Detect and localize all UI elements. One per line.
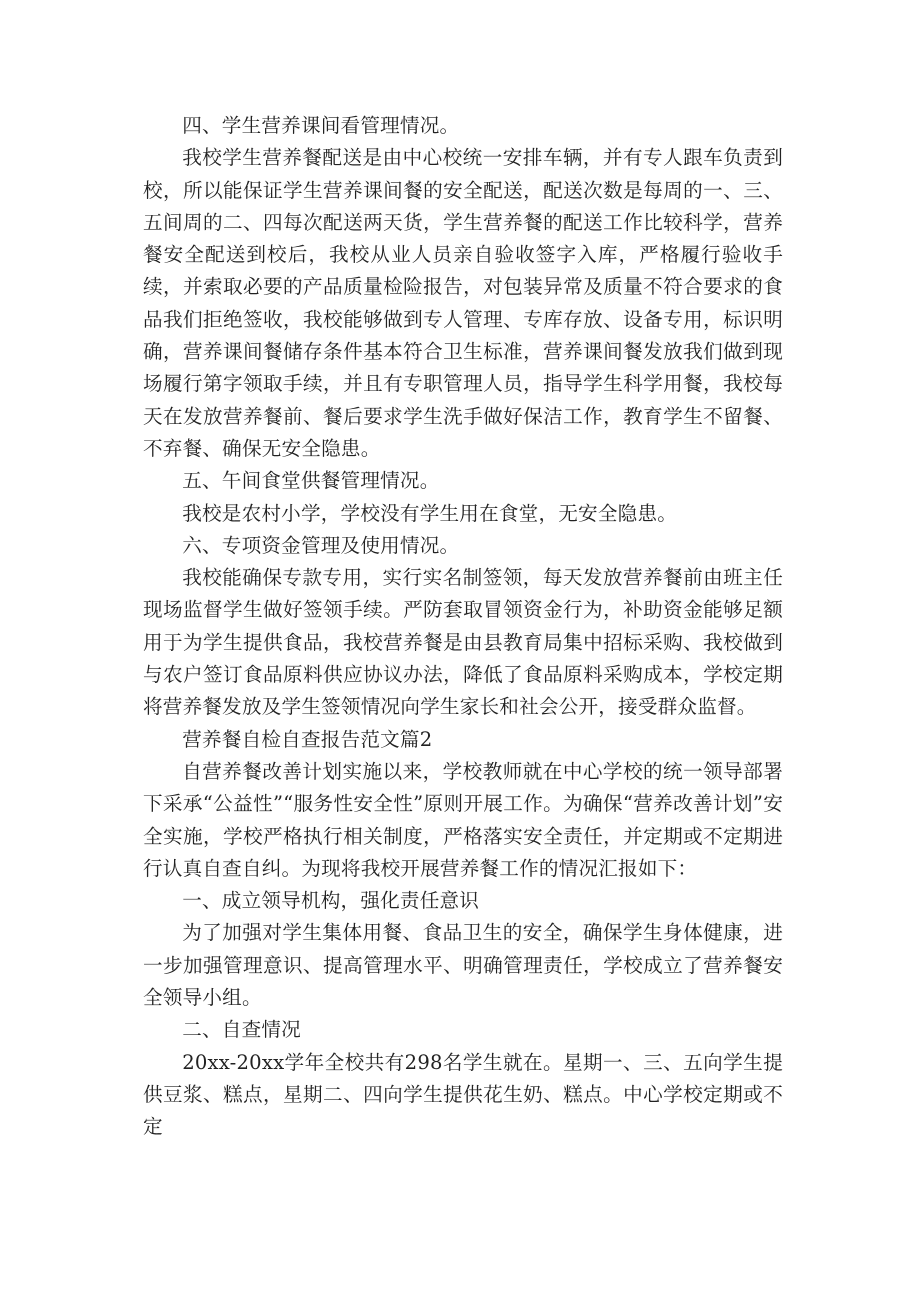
section-heading-5: 五、午间食堂供餐管理情况。 (182, 469, 440, 493)
section-heading-2: 二、自查情况 (182, 1018, 301, 1042)
section-heading-4: 四、学生营养课间看管理情况。 (182, 114, 460, 137)
document-body (143, 110, 783, 1144)
section-heading-6: 六、专项资金管理及使用情况。 (182, 533, 460, 557)
paragraph-delivery: 我校学生营养餐配送是由中心校统一安排车辆，并有专人跟车负责到校，所以能保证学生营养课间餐的安全配送，配送次数是每周的一、三、五间周的二、四每次配送两天货，学生营养餐的配送工作比较科学，营养餐安全配送到校后，我校从业人员亲自验收签字入库，严格履行验收手续，并索取必要的产品质量检险报告，对包装异常及质量不符合要求的食品我们拒绝签收，我校能够做到专人管理、专库存放、设备专用，标识明确，营养课间餐储存条件基本符合卫生标准，营养课间餐发放我们做到现场履行第字领取手续，并且有专职管理人员，指导学生科学用餐，我校每天在发放营养餐前、餐后要求学生洗手做好保洁工作，教育学生不留餐、不弃餐、确保无安全隐患。 (143, 146, 783, 460)
paragraph-leadership: 为了加强对学生集体用餐、食品卫生的安全，确保学生身体健康，进一步加强管理意识、提高管理水平、明确管理责任，学校成立了营养餐安全领导小组。 (143, 921, 783, 1010)
paragraph-intro: 自营养餐改善计划实施以来，学校教师就在中心学校的统一领导部署下采承“公益性”“服务性安全性”原则开展工作。为确保“营养改善计划”安全实施，学校严格执行相关制度，严格落实安全责任，并定期或不定期进行认真自查自纠。为现将我校开展营养餐工作的情况汇报如下： (143, 759, 783, 880)
report-title-2: 营养餐自检自查报告范文篇2 (182, 727, 433, 751)
paragraph-canteen: 我校是农村小学，学校没有学生用在食堂，无安全隐患。 (182, 501, 678, 525)
paragraph-funds: 我校能确保专款专用，实行实名制签领，每天发放营养餐前由班主任现场监督学生做好签领手续。严防套取冒领资金行为，补助资金能够足额用于为学生提供食品，我校营养餐是由县教育局集中招标采购、我校做到与农户签订食品原料供应协议办法，降低了食品原料采购成本，学校定期将营养餐发放及学生签领情况向学生家长和社会公开，接受群众监督。 (143, 566, 783, 719)
paragraph-self-check: 20xx-20xx学年全校共有298名学生就在。星期一、三、五向学生提供豆浆、糕点，星期二、四向学生提供花生奶、糕点。中心学校定期或不定 (143, 1050, 783, 1139)
section-heading-1: 一、成立领导机构，强化责任意识 (182, 889, 480, 913)
